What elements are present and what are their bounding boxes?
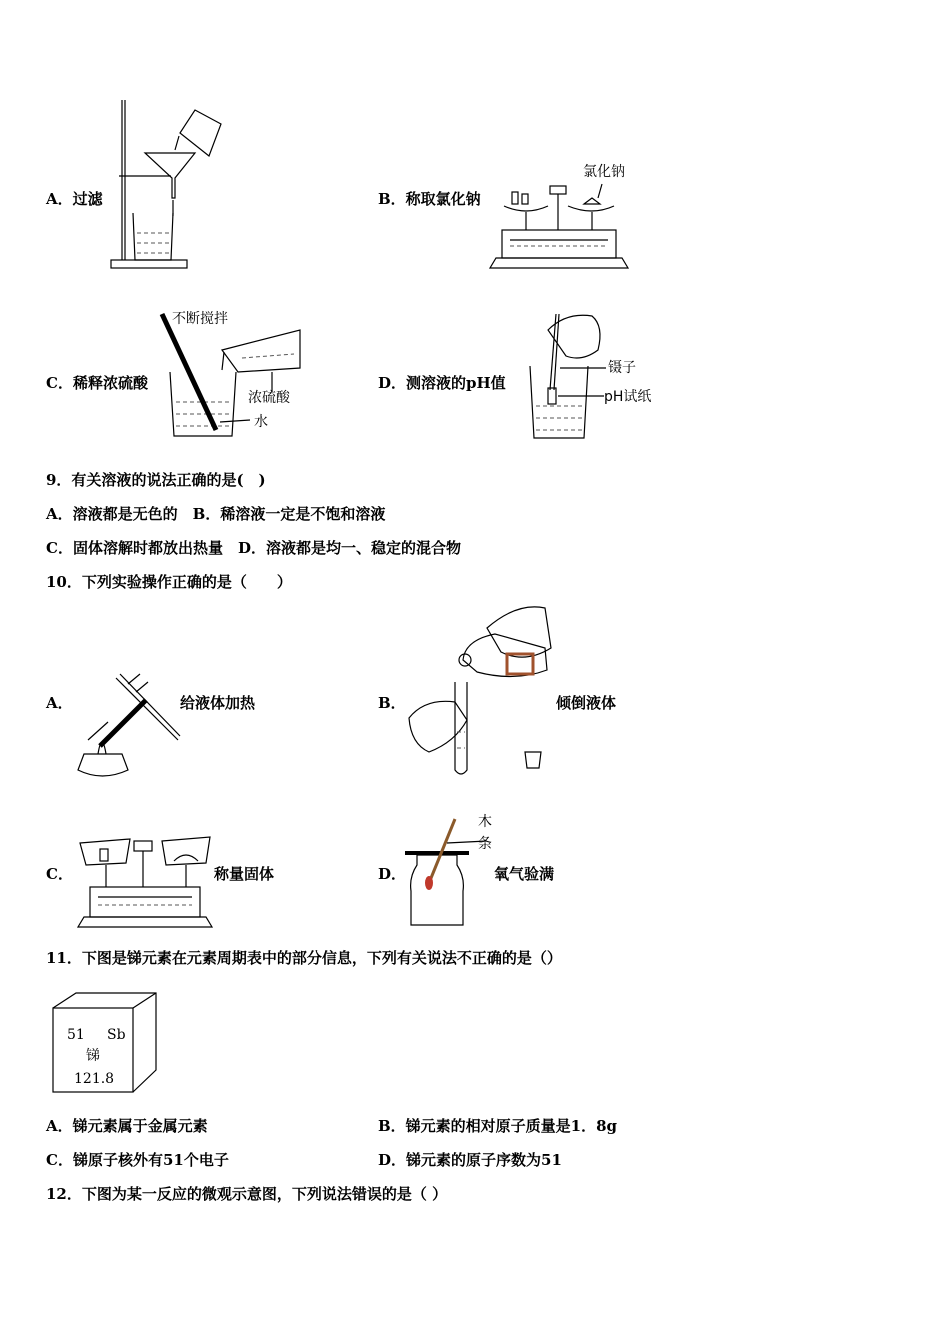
q10-option-c: C． <box>46 865 73 883</box>
label-concentrated-sulfuric-acid: 浓硫酸 <box>248 390 290 406</box>
q8-option-c: C．稀释浓硫酸 <box>46 374 148 392</box>
q10-option-d-text: 氧气验满 <box>494 865 555 883</box>
q8-option-d: D．测溶液的pH值 <box>378 374 506 392</box>
q10-option-a: A． <box>46 694 73 712</box>
q11-option-c: C．锑原子核外有51个电子 <box>46 1151 229 1169</box>
element-atomic-mass: 121.8 <box>74 1071 115 1087</box>
ph-test-illustration <box>526 310 616 440</box>
q10-option-b-text: 倾倒液体 <box>556 694 617 712</box>
q8-option-b: B．称取氯化钠 <box>378 190 481 208</box>
q9-options-row-2: C．固体溶解时都放出热量 D．溶液都是均一、稳定的混合物 <box>46 539 461 557</box>
element-atomic-number: 51 <box>67 1027 85 1043</box>
q10-option-d: D． <box>378 865 407 883</box>
label-wooden-stick-2: 条 <box>478 836 492 852</box>
q11-stem: 11．下图是锑元素在元素周期表中的部分信息，下列有关说法不正确的是（） <box>46 949 562 967</box>
q12-stem: 12．下图为某一反应的微观示意图，下列说法错误的是（ ） <box>46 1185 448 1203</box>
label-tweezers: 镊子 <box>608 360 636 376</box>
q10-option-a-text: 给液体加热 <box>180 694 256 712</box>
label-wooden-stick-1: 木 <box>478 814 492 830</box>
q9-stem: 9．有关溶液的说法正确的是( ) <box>46 471 266 489</box>
label-water: 水 <box>254 414 268 430</box>
balance-label-sodium-chloride: 氯化钠 <box>583 164 625 180</box>
label-ph-paper: pH试纸 <box>604 389 652 405</box>
q10-option-b: B． <box>378 694 406 712</box>
q11-option-a: A．锑元素属于金属元素 <box>46 1117 208 1135</box>
q9-options-row-1: A．溶液都是无色的 B．稀溶液一定是不饱和溶液 <box>46 505 386 523</box>
balance-weighing-illustration <box>488 180 633 272</box>
q10-option-c-text: 称量固体 <box>214 865 275 883</box>
q11-option-d: D．锑元素的原子序数为51 <box>378 1151 562 1169</box>
filtration-apparatus-illustration <box>105 98 225 273</box>
label-stir-continuously: 不断搅拌 <box>172 311 228 327</box>
q8-option-a: A．过滤 <box>46 190 103 208</box>
dilute-sulfuric-acid-illustration <box>160 310 310 440</box>
weighing-solid-illustration <box>76 835 216 930</box>
element-name: 锑 <box>86 1048 100 1064</box>
q10-stem: 10．下列实验操作正确的是（ ） <box>46 573 292 591</box>
heating-liquid-illustration <box>72 670 187 782</box>
q11-option-b: B．锑元素的相对原子质量是1．8g <box>378 1117 618 1135</box>
oxygen-test-illustration <box>405 815 475 930</box>
element-symbol: Sb <box>107 1027 126 1043</box>
pouring-liquid-illustration <box>405 602 555 778</box>
